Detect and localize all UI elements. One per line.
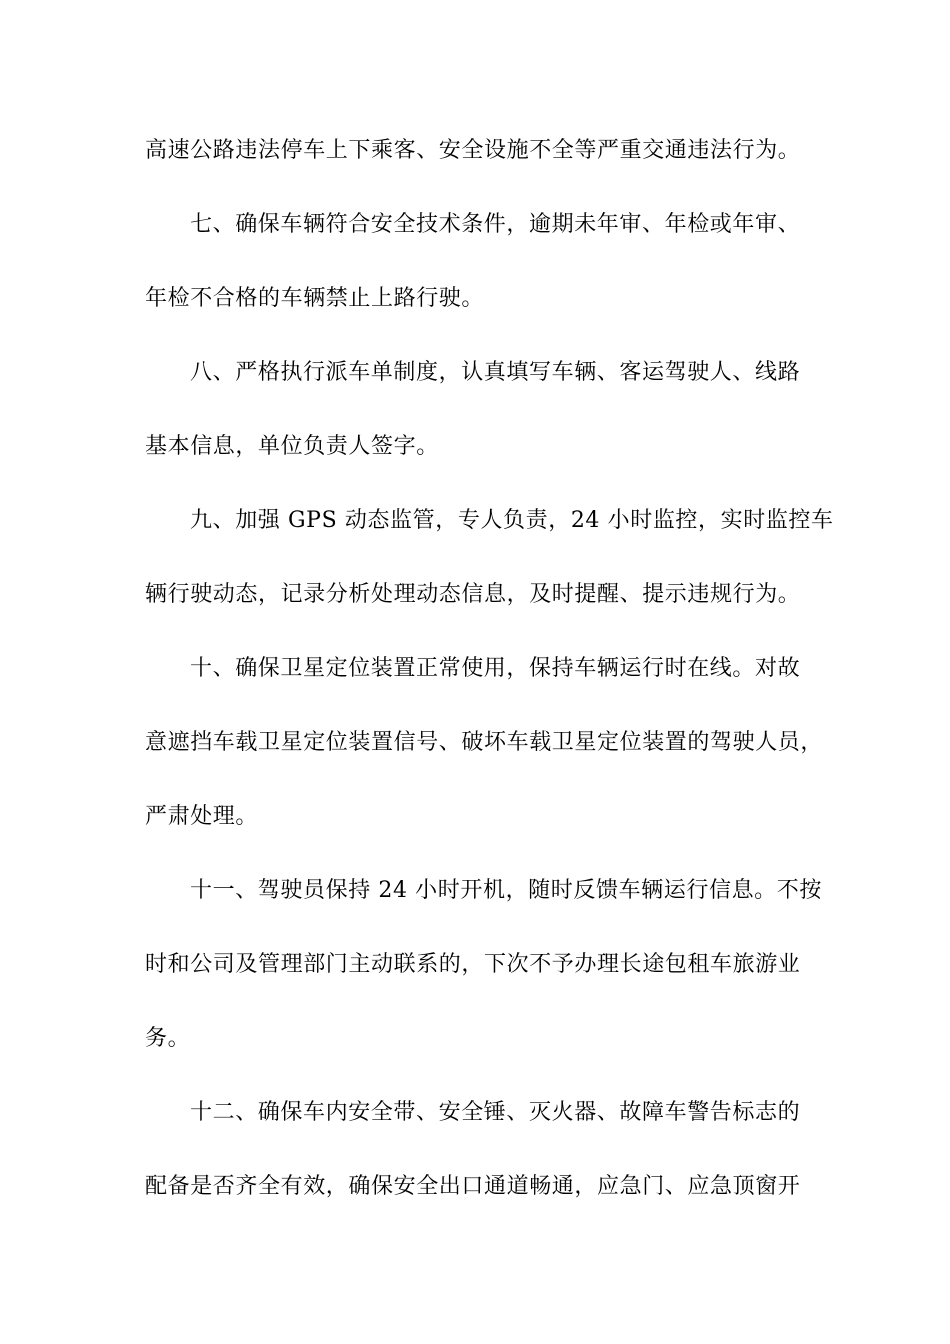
text-line: 基本信息，单位负责人签字。 <box>145 434 439 459</box>
text-line: 严肃处理。 <box>145 804 259 829</box>
text-line: 时和公司及管理部门主动联系的，下次不予办理长途包租车旅游业 <box>145 952 801 977</box>
text-line: 辆行驶动态，记录分析处理动态信息，及时提醒、提示违规行为。 <box>145 582 801 607</box>
text-line: 意遮挡车载卫星定位装置信号、破坏车载卫星定位装置的驾驶人员， <box>145 730 824 755</box>
text-line: 年检不合格的车辆禁止上路行驶。 <box>145 286 485 311</box>
paragraph-10-start: 十、确保卫星定位装置正常使用，保持车辆运行时在线。对故 <box>190 656 801 681</box>
paragraph-8-start: 八、严格执行派车单制度，认真填写车辆、客运驾驶人、线路 <box>190 360 801 385</box>
paragraph-12-start: 十二、确保车内安全带、安全锤、灭火器、故障车警告标志的 <box>190 1100 801 1125</box>
paragraph-7-start: 七、确保车辆符合安全技术条件，逾期未年审、年检或年审、 <box>190 212 801 237</box>
text-line: 务。 <box>145 1026 191 1051</box>
paragraph-11-start: 十一、驾驶员保持 24 小时开机，随时反馈车辆运行信息。不按 <box>190 878 822 903</box>
text-line: 配备是否齐全有效，确保安全出口通道畅通，应急门、应急顶窗开 <box>145 1174 801 1199</box>
paragraph-9-start: 九、加强 GPS 动态监管，专人负责，24 小时监控，实时监控车 <box>190 508 834 533</box>
text-line: 高速公路违法停车上下乘客、安全设施不全等严重交通违法行为。 <box>145 138 801 163</box>
